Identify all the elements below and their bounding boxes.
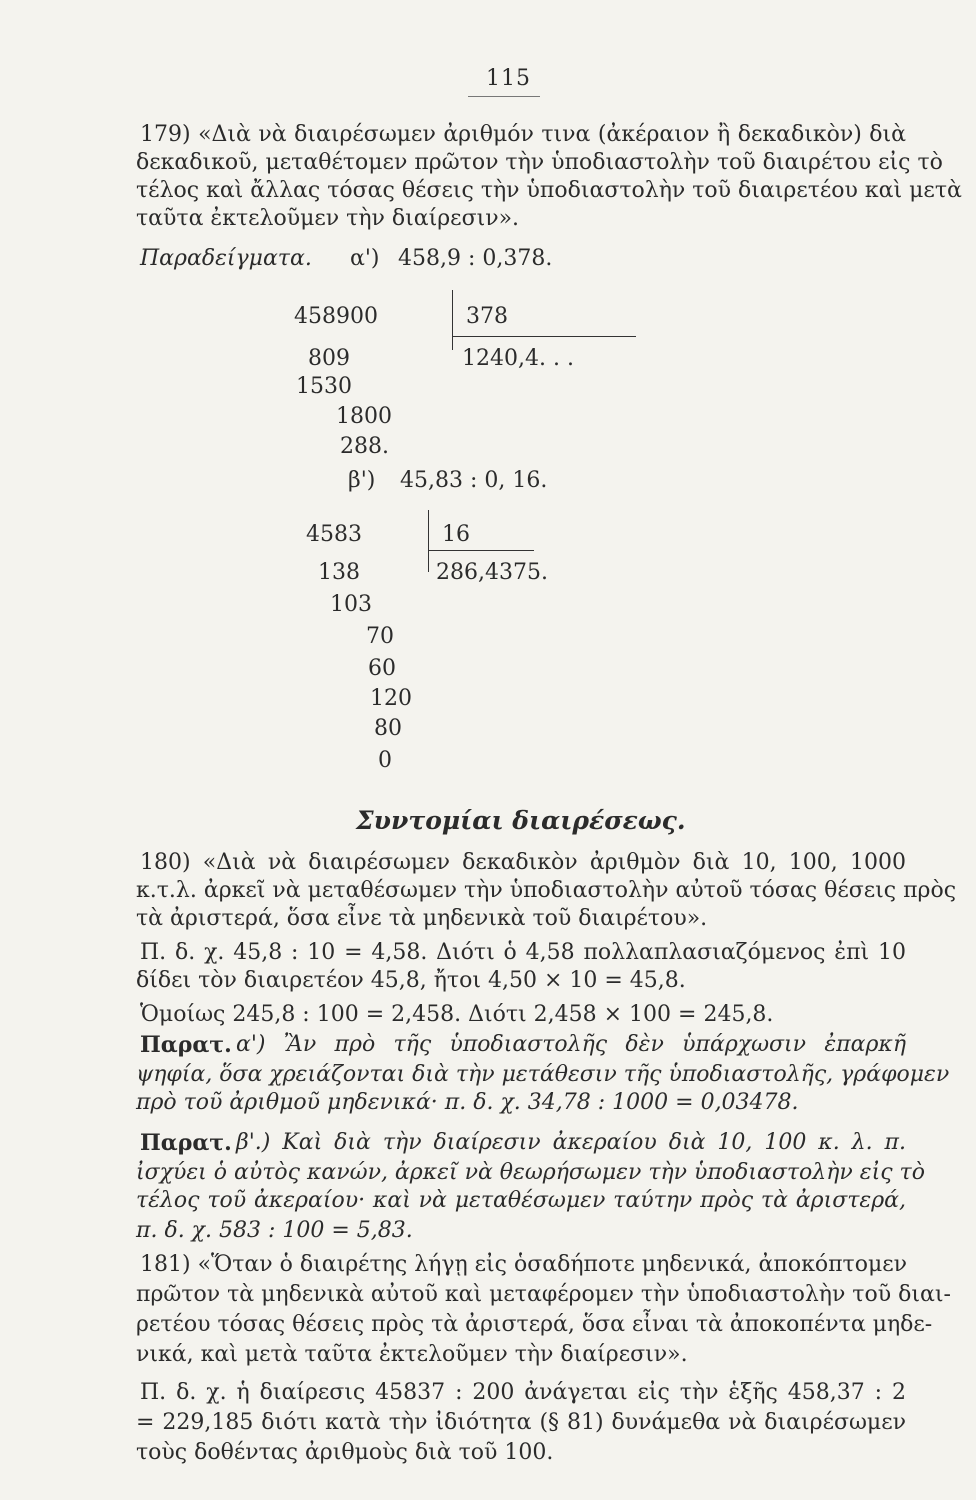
text-line: πρὸ τοῦ ἀριθμοῦ μηδενικά· π. δ. χ. 34,78 : 1000 = 0,03478. xyxy=(136,1090,799,1115)
remark-label: Παρατ. xyxy=(140,1032,232,1058)
text-line: τὰ ἀριστερά, ὅσα εἶνε τὰ μηδενικὰ τοῦ διαιρέτου». xyxy=(136,906,708,931)
remainder-step: 138 xyxy=(318,560,360,585)
text-line: τοὺς δοθέντας ἀριθμοὺς διὰ τοῦ 100. xyxy=(136,1440,554,1465)
quotient: 286,4375. xyxy=(436,560,548,585)
remainder-step: 288. xyxy=(340,434,389,459)
text-line: α') Ἂν πρὸ τῆς ὑποδιαστολῆς δὲν ὑπάρχωσιν ἐπαρκῆ xyxy=(236,1032,906,1057)
text-line: δεκαδικοῦ, μεταθέτομεν πρῶτον τὴν ὑποδιαστολὴν τοῦ διαιρέτου εἰς τὸ xyxy=(136,150,943,175)
remainder-step: 809 xyxy=(308,346,350,371)
division-bar-vertical xyxy=(428,510,429,572)
text-line: ψηφία, ὅσα χρειάζονται διὰ τὴν μετάθεσιν τῆς ὑποδιαστολῆς, γράφομεν xyxy=(136,1062,950,1087)
remainder-step: 80 xyxy=(374,716,402,741)
divisor: 16 xyxy=(442,522,470,547)
text-line: ρετέου τόσας θέσεις πρὸς τὰ ἀριστερά, ὅσα εἶναι τὰ ἀποκοπέντα μηδε- xyxy=(136,1312,933,1337)
remainder-step: 1800 xyxy=(336,404,392,429)
dividend: 458900 xyxy=(294,304,378,329)
text-line: νικά, καὶ μετὰ ταῦτα ἐκτελοῦμεν τὴν διαίρεσιν». xyxy=(136,1342,688,1367)
examples-label: Παραδείγματα. xyxy=(140,246,312,271)
example-b-label: β') xyxy=(348,468,376,493)
remark-label: Παρατ. xyxy=(140,1130,232,1156)
text-line: τέλος τοῦ ἀκεραίου· καὶ νὰ μεταθέσωμεν ταύτην πρὸς τὰ ἀριστερά, xyxy=(136,1188,906,1213)
text-line: πρῶτον τὰ μηδενικὰ αὐτοῦ καὶ μεταφέρομεν τὴν ὑποδιαστολὴν τοῦ διαι- xyxy=(136,1282,951,1307)
remainder-step: 120 xyxy=(370,686,412,711)
division-bar-vertical xyxy=(452,290,453,350)
remainder-step: 70 xyxy=(366,624,394,649)
quotient: 1240,4. . . xyxy=(462,346,574,371)
page-number-rule xyxy=(468,96,540,97)
division-bar-horizontal xyxy=(452,336,636,337)
text-line: π. δ. χ. 583 : 100 = 5,83. xyxy=(136,1218,413,1243)
text-line: Π. δ. χ. ἡ διαίρεσις 45837 : 200 ἀνάγεται εἰς τὴν ἑξῆς 458,37 : 2 xyxy=(140,1380,906,1405)
divisor: 378 xyxy=(466,304,508,329)
text-line: 179) «Διὰ νὰ διαιρέσωμεν ἀριθμόν τινα (ἀκέραιον ἢ δεκαδικὸν) διὰ xyxy=(140,122,906,147)
text-line: = 229,185 διότι κατὰ τὴν ἰδιότητα (§ 81) δυνάμεθα νὰ διαιρέσωμεν xyxy=(136,1410,906,1435)
dividend: 4583 xyxy=(306,522,362,547)
example-b-expression: 45,83 : 0, 16. xyxy=(400,468,548,493)
division-bar-horizontal xyxy=(428,550,534,551)
text-line: β'.) Καὶ διὰ τὴν διαίρεσιν ἀκεραίου διὰ 10, 100 κ. λ. π. xyxy=(236,1130,906,1155)
text-line: 181) «Ὅταν ὁ διαιρέτης λήγῃ εἰς ὁσαδήποτε μηδενικά, ἀποκόπτομεν xyxy=(140,1252,908,1277)
remainder-step: 1530 xyxy=(296,374,352,399)
text-line: ταῦτα ἐκτελοῦμεν τὴν διαίρεσιν». xyxy=(136,206,520,231)
page-number: 115 xyxy=(486,66,531,91)
text-line: δίδει τὸν διαιρετέον 45,8, ἤτοι 4,50 × 10 = 45,8. xyxy=(136,968,686,993)
section-heading: Συντομίαι διαιρέσεως. xyxy=(356,806,686,835)
text-line: ἰσχύει ὁ αὐτὸς κανών, ἀρκεῖ νὰ θεωρήσωμεν τὴν ὑποδιαστολὴν εἰς τὸ xyxy=(136,1160,925,1185)
text-line: τέλος καὶ ἄλλας τόσας θέσεις τὴν ὑποδιαστολὴν τοῦ διαιρετέου καὶ μετὰ xyxy=(136,178,962,203)
example-a-expression: 458,9 : 0,378. xyxy=(398,246,553,271)
text-line: 180) «Διὰ νὰ διαιρέσωμεν δεκαδικὸν ἀριθμὸν διὰ 10, 100, 1000 xyxy=(140,850,906,875)
text-line: κ.τ.λ. ἀρκεῖ νὰ μεταθέσωμεν τὴν ὑποδιαστολὴν αὐτοῦ τόσας θέσεις πρὸς xyxy=(136,878,957,903)
remainder-step: 103 xyxy=(330,592,372,617)
remainder-step: 60 xyxy=(368,656,396,681)
example-a-label: α') xyxy=(350,246,380,271)
text-line: Ὁμοίως 245,8 : 100 = 2,458. Διότι 2,458 × 100 = 245,8. xyxy=(140,1002,774,1027)
remainder-step: 0 xyxy=(378,748,392,773)
text-line: Π. δ. χ. 45,8 : 10 = 4,58. Διότι ὁ 4,58 πολλαπλασιαζόμενος ἐπὶ 10 xyxy=(140,940,906,965)
